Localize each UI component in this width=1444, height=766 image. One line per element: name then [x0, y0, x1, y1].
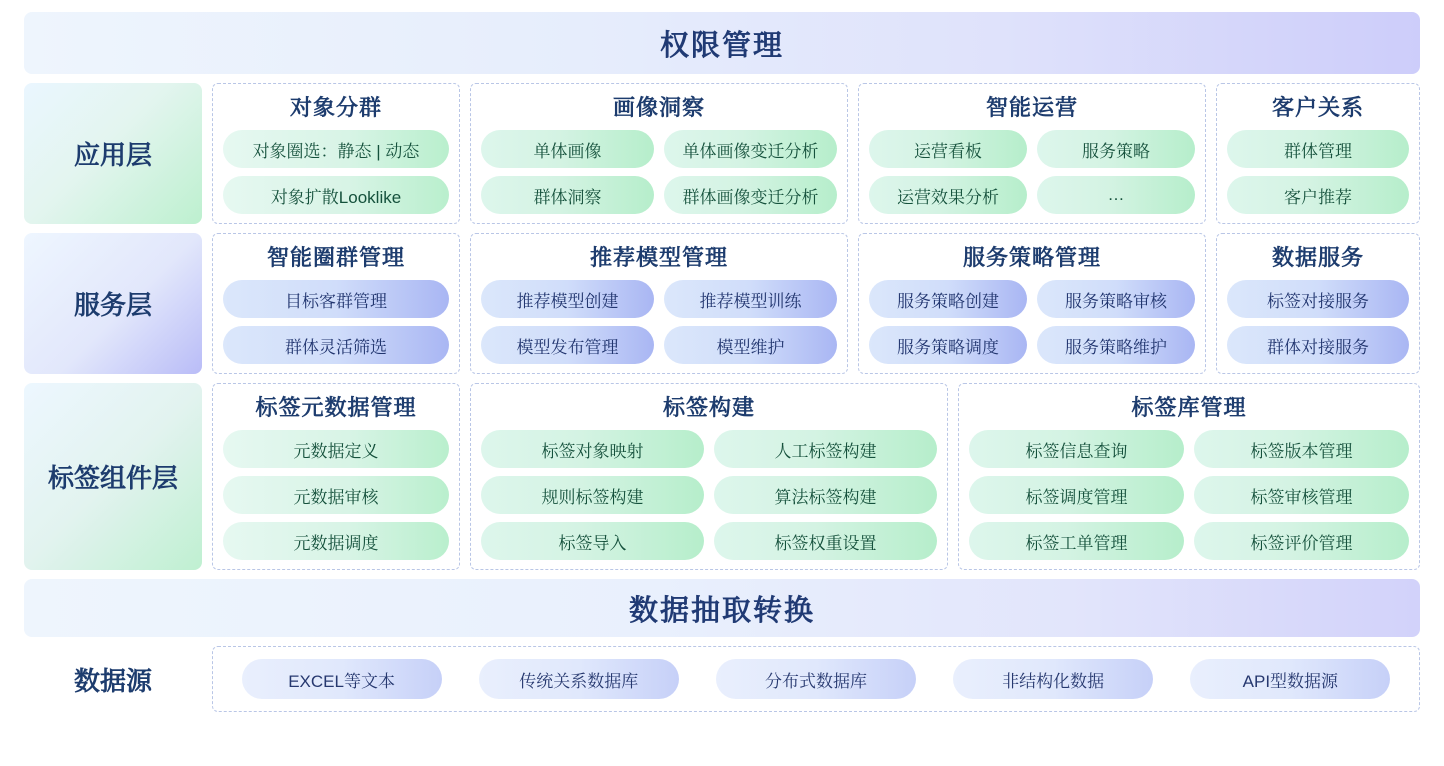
- chip-item[interactable]: 元数据调度: [223, 522, 449, 560]
- chip-list: [869, 130, 1195, 214]
- group-title: 客户关系: [1271, 95, 1364, 120]
- chip-item[interactable]: 群体洞察: [481, 176, 654, 214]
- chip-item-more[interactable]: …: [1037, 176, 1195, 214]
- chip-item[interactable]: 规则标签构建: [481, 476, 704, 514]
- chip-list: [223, 280, 449, 364]
- layer-groups-application: [212, 83, 1420, 224]
- chip-item[interactable]: 元数据定义: [223, 430, 449, 468]
- chip-item[interactable]: 标签审核管理: [1194, 476, 1409, 514]
- chip-item[interactable]: 客户推荐: [1227, 176, 1409, 214]
- chip-item[interactable]: 标签工单管理: [969, 522, 1184, 560]
- banner-title: 数据抽取转换: [628, 594, 815, 627]
- chip-item[interactable]: 单体画像变迁分析: [664, 130, 837, 168]
- group-service-policy-management: [858, 233, 1206, 374]
- group-customer-relation: [1216, 83, 1420, 224]
- chip-item[interactable]: 标签权重设置: [714, 522, 937, 560]
- chip-item[interactable]: 标签评价管理: [1194, 522, 1409, 560]
- chip-list: [1227, 130, 1409, 214]
- chip-item[interactable]: 群体灵活筛选: [223, 326, 449, 364]
- chip-item[interactable]: 人工标签构建: [714, 430, 937, 468]
- banner-permission-management: [24, 12, 1420, 74]
- group-tag-construction: [470, 383, 948, 570]
- chip-item[interactable]: 单体画像: [481, 130, 654, 168]
- banner-data-extraction: [24, 579, 1420, 637]
- group-title: 标签元数据管理: [255, 395, 417, 420]
- chip-item[interactable]: 对象圈选：静态 | 动态: [223, 130, 449, 168]
- chip-item[interactable]: EXCEL等文本: [242, 659, 442, 699]
- layer-label-application: [24, 83, 202, 224]
- chip-item[interactable]: 元数据审核: [223, 476, 449, 514]
- group-title: 服务策略管理: [962, 245, 1101, 270]
- group-title: 画像洞察: [612, 95, 705, 120]
- chip-item[interactable]: 标签对接服务: [1227, 280, 1409, 318]
- chip-list: [481, 430, 937, 560]
- chip-item[interactable]: 分布式数据库: [716, 659, 916, 699]
- group-smart-group-management: [212, 233, 460, 374]
- chip-item[interactable]: 非结构化数据: [953, 659, 1153, 699]
- group-intelligent-operation: [858, 83, 1206, 224]
- layer-label-service: [24, 233, 202, 374]
- data-source-box: [212, 646, 1420, 712]
- chip-item[interactable]: 标签导入: [481, 522, 704, 560]
- layer-groups-tag-component: [212, 383, 1420, 570]
- layer-row-data-source: [24, 646, 1420, 712]
- banner-title: 权限管理: [659, 29, 784, 62]
- chip-item[interactable]: 标签信息查询: [969, 430, 1184, 468]
- chip-item[interactable]: 模型维护: [664, 326, 837, 364]
- group-data-service: [1216, 233, 1420, 374]
- layer-groups-service: [212, 233, 1420, 374]
- group-profile-insight: [470, 83, 848, 224]
- layer-row-tag-component: [24, 383, 1420, 570]
- group-recommend-model-management: [470, 233, 848, 374]
- group-title: 数据服务: [1271, 245, 1364, 270]
- layer-row-application: [24, 83, 1420, 224]
- layer-label-text: 应用层: [73, 140, 152, 170]
- chip-item[interactable]: 运营效果分析: [869, 176, 1027, 214]
- layer-label-data-source: [24, 646, 202, 712]
- chip-list: [481, 280, 837, 364]
- layer-label-text: 数据源: [73, 665, 152, 696]
- chip-item[interactable]: 服务策略创建: [869, 280, 1027, 318]
- chip-item[interactable]: API型数据源: [1190, 659, 1390, 699]
- chip-item[interactable]: 群体画像变迁分析: [664, 176, 837, 214]
- chip-item[interactable]: 服务策略调度: [869, 326, 1027, 364]
- layer-label-text: 标签组件层: [47, 463, 178, 493]
- chip-list: [223, 130, 449, 214]
- group-title: 智能运营: [985, 95, 1078, 120]
- chip-item[interactable]: 标签版本管理: [1194, 430, 1409, 468]
- chip-item[interactable]: 群体管理: [1227, 130, 1409, 168]
- group-title: 标签库管理: [1131, 395, 1247, 420]
- chip-item[interactable]: 服务策略: [1037, 130, 1195, 168]
- chip-item[interactable]: 服务策略维护: [1037, 326, 1195, 364]
- layer-label-text: 服务层: [73, 290, 152, 320]
- group-title: 标签构建: [662, 395, 755, 420]
- group-tag-library-management: [958, 383, 1420, 570]
- chip-list: [969, 430, 1409, 560]
- chip-item[interactable]: 模型发布管理: [481, 326, 654, 364]
- chip-item[interactable]: 推荐模型创建: [481, 280, 654, 318]
- chip-item[interactable]: 传统关系数据库: [479, 659, 679, 699]
- layer-label-tag-component: [24, 383, 202, 570]
- group-tag-metadata-management: [212, 383, 460, 570]
- chip-item[interactable]: 运营看板: [869, 130, 1027, 168]
- chip-item[interactable]: 标签调度管理: [969, 476, 1184, 514]
- group-title: 对象分群: [289, 95, 382, 120]
- chip-list: [869, 280, 1195, 364]
- chip-item[interactable]: 群体对接服务: [1227, 326, 1409, 364]
- chip-item[interactable]: 服务策略审核: [1037, 280, 1195, 318]
- chip-list: [1227, 280, 1409, 364]
- chip-item[interactable]: 标签对象映射: [481, 430, 704, 468]
- chip-item[interactable]: 算法标签构建: [714, 476, 937, 514]
- chip-list: [223, 430, 449, 560]
- group-object-segmentation: [212, 83, 460, 224]
- group-title: 推荐模型管理: [589, 245, 728, 270]
- chip-item[interactable]: 目标客群管理: [223, 280, 449, 318]
- chip-item[interactable]: 推荐模型训练: [664, 280, 837, 318]
- chip-item[interactable]: 对象扩散Looklike: [223, 176, 449, 214]
- group-title: 智能圈群管理: [266, 245, 405, 270]
- layer-row-service: [24, 233, 1420, 374]
- chip-list: [481, 130, 837, 214]
